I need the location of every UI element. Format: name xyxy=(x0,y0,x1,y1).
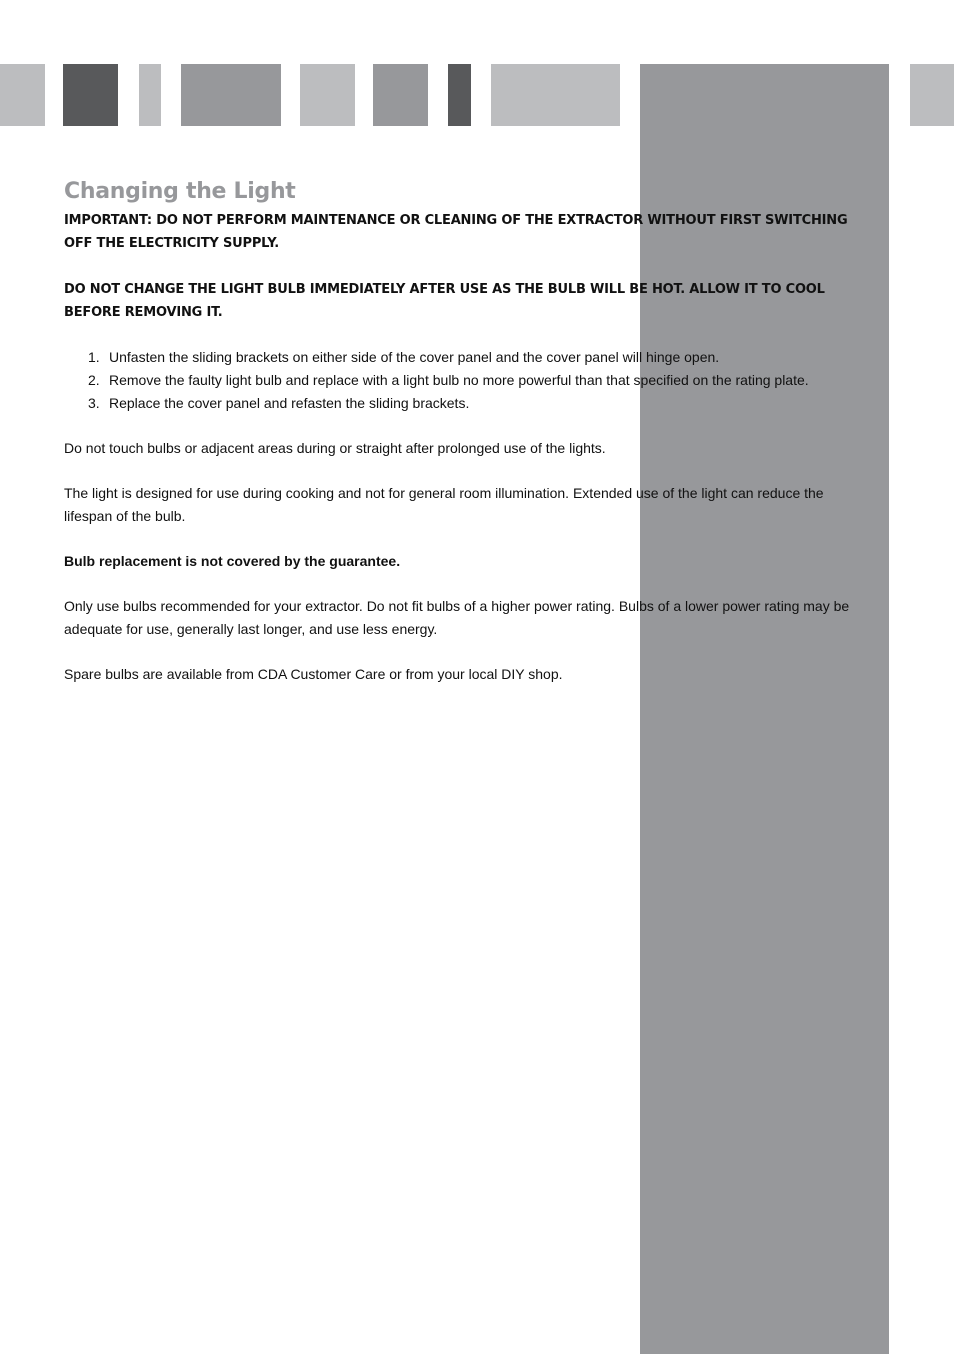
hot-bulb-warning: DO NOT CHANGE THE LIGHT BULB IMMEDIATELY AFTER USE AS THE BULB WILL BE HOT. ALLOW IT TO COOL BEFORE REMOVING IT. xyxy=(64,282,825,320)
header-block-1 xyxy=(0,64,45,126)
page-title: Changing the Light xyxy=(64,179,296,204)
step-text: Remove the faulty light bulb and replace with a light bulb no more powerful than that specified on the rating plate. xyxy=(109,372,809,388)
page-content xyxy=(64,175,854,686)
step-number: 1. xyxy=(88,349,100,365)
recommended-bulbs-paragraph: Only use bulbs recommended for your extractor. Do not fit bulbs of a higher power rating. Bulbs of a lower power rating may be adequate for use, generally last longer, and use less energy. xyxy=(64,598,850,637)
list-item xyxy=(88,392,854,415)
header-block-8 xyxy=(491,64,620,126)
important-warning: IMPORTANT: DO NOT PERFORM MAINTENANCE OR CLEANING OF THE EXTRACTOR WITHOUT FIRST SWITCHING OFF THE ELECTRICITY SUPPLY. xyxy=(64,213,848,251)
header-block-4 xyxy=(181,64,281,126)
touch-warning-paragraph: Do not touch bulbs or adjacent areas during or straight after prolonged use of the lights. xyxy=(64,440,606,456)
step-text: Replace the cover panel and refasten the sliding brackets. xyxy=(109,395,470,411)
step-number: 3. xyxy=(88,395,100,411)
list-item xyxy=(88,346,854,369)
header-block-3 xyxy=(139,64,161,126)
designed-use-paragraph: The light is designed for use during cooking and not for general room illumination. Extended use of the light can reduce the lifespan of the bulb. xyxy=(64,485,824,524)
step-number: 2. xyxy=(88,372,100,388)
header-block-5 xyxy=(300,64,355,126)
header-block-9 xyxy=(910,64,954,126)
spares-paragraph: Spare bulbs are available from CDA Customer Care or from your local DIY shop. xyxy=(64,666,563,682)
header-block-7 xyxy=(448,64,471,126)
header-block-2 xyxy=(63,64,118,126)
header-block-6 xyxy=(373,64,428,126)
guarantee-note: Bulb replacement is not covered by the guarantee. xyxy=(64,553,401,569)
step-text: Unfasten the sliding brackets on either side of the cover panel and the cover panel will hinge open. xyxy=(109,349,720,365)
steps-list xyxy=(64,346,854,415)
list-item xyxy=(88,369,854,392)
